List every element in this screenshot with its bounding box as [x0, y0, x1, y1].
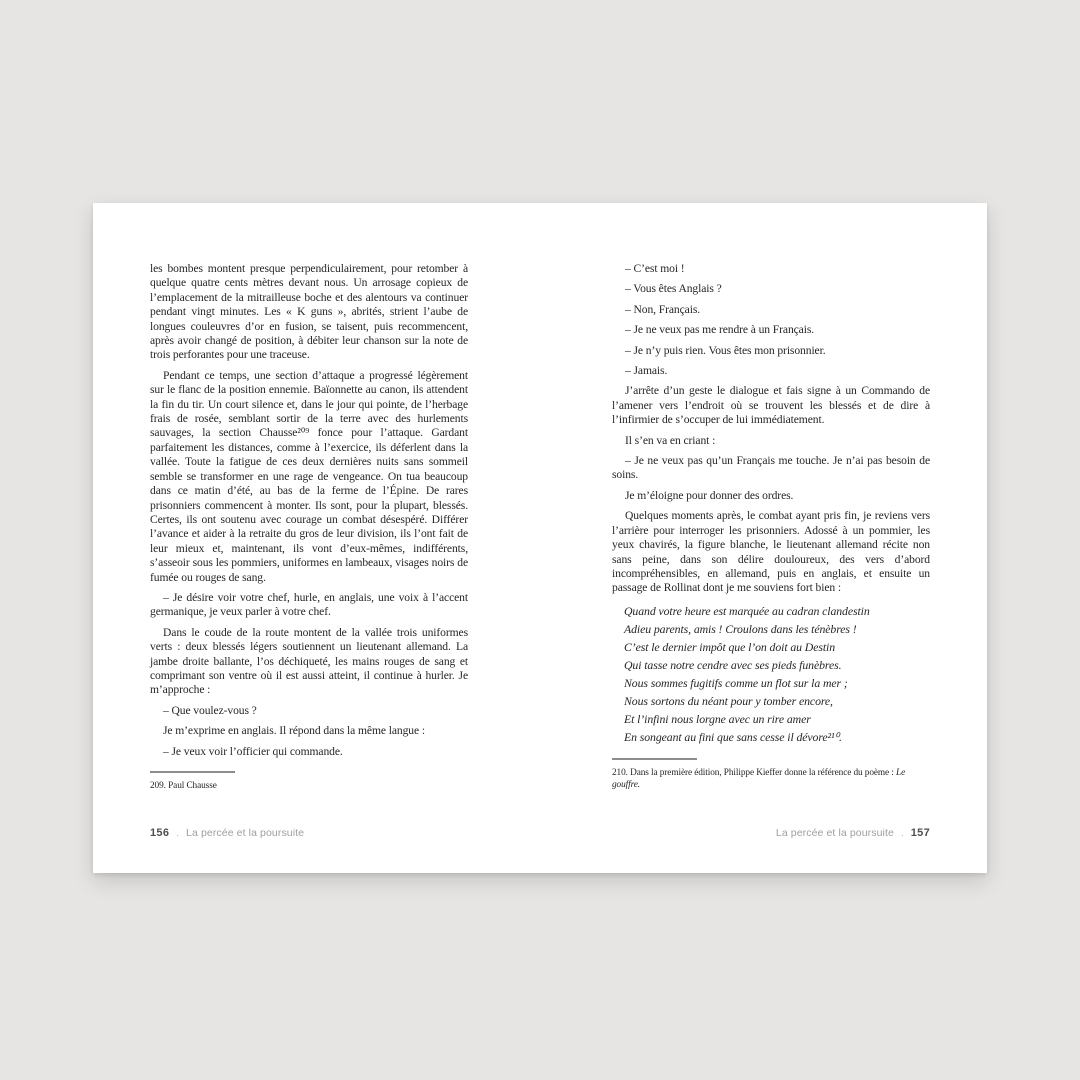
poem-line: Adieu parents, amis ! Croulons dans les ténèbres !: [624, 621, 857, 636]
poem-line: Nous sortons du néant pour y tomber encore,: [624, 693, 833, 708]
paragraph: Dans le coude de la route montent de la vallée trois uniformes verts : deux blessés légers soutiennent un lieutenant allemand. La jambe droite ballante, l’os déchiqueté, les mains rouges de sang et comprimant son ventre où il est aussi atteint, il continue à hurler. Je m’approche :: [150, 625, 468, 697]
poem-line: Et l’infini nous lorgne avec un rire amer: [624, 711, 811, 726]
paragraph: – Jamais.: [625, 364, 668, 378]
right-page-footnote-block: [612, 758, 930, 792]
paragraph: – C’est moi !: [625, 262, 685, 275]
paragraph: Je m’exprime en anglais. Il répond dans la même langue :: [163, 724, 425, 738]
paragraph: Je m’éloigne pour donner des ordres.: [625, 488, 794, 502]
left-page-footnote-block: [150, 771, 468, 793]
paragraph: – Vous êtes Anglais ?: [625, 282, 722, 296]
paragraph: – Je ne veux pas me rendre à un Français.: [625, 323, 815, 337]
footer-separator: .: [176, 828, 180, 839]
right-page-column: [612, 262, 930, 792]
paragraph: les bombes montent presque perpendiculairement, pour retomber à quelque quatre cents mètres devant nous. Un arrosage copieux de l’emplacement de la mitrailleuse boche et des alentours va continuer pendant vingt minutes. Les « K guns », abrités, strient l’aube de longues couleuvres d’or en fusion, se taisent, puis recommencent, après avoir changé de position, à débiter leur chanson sur la note de trois perforantes pour une traceuse.: [150, 262, 468, 362]
footnote-rule: [612, 758, 697, 760]
footnote-work-title: Le gouffre.: [612, 767, 906, 791]
paragraph: Quelques moments après, le combat ayant pris fin, je reviens vers l’arrière pour interroger les prisonniers. Adossé à un pommier, les yeux chavirés, la figure blanche, le lieutenant allemand récite non sans peine, dans son délire douloureux, des vers d’abord incompréhensibles, en allemand, puis en anglais, et ensuite un passage de Rollinat dont je me souviens fort bien :: [612, 509, 930, 595]
page-number: 156: [150, 827, 170, 839]
right-page-paragraphs: [612, 262, 930, 596]
paragraph: Pendant ce temps, une section d’attaque a progressé légèrement sur le flanc de la position ennemie. Baïonnette au canon, ils attendent la fin du tir. Un court silence et, dans le jour qui pointe, de l’herbage frais de rosée, semblant sortir de la terre avec des hurlements sauvages, la section Chausse²⁰⁹ fonce pour l’attaque. Gardant parfaitement les distances, comme à l’exercice, ils déferlent dans la vallée. Toute la fatigue de ces deux dernières nuits sans sommeil semble se transformer en une rage de vengeance. On tua beaucoup dans ce matin d’été, au bas de la ferme de l’Épine. De rares prisonniers commencent à monter. Ils sont, pour la plupart, blessés. Certes, ils ont soutenu avec courage un combat désespéré. Différer l’avance et aider à la retraite du gros de leur division, ils l’ont fait de leur mieux et, maintenant, ils vont d’eux-mêmes, indifférents, s’asseoir sous les pommiers, uniformes en lambeaux, visages noirs de fumée ou rouges de sang.: [150, 368, 468, 584]
footnote-text: 210. Dans la première édition, Philippe Kieffer donne la référence du poème :: [612, 767, 894, 778]
page-number: 157: [910, 827, 930, 839]
poem-quote: [624, 602, 930, 746]
paragraph: – Que voulez-vous ?: [163, 703, 257, 717]
poem-line: Qui tasse notre cendre avec ses pieds funèbres.: [624, 657, 842, 672]
left-page-paragraphs: [150, 262, 468, 759]
paragraph: – Je n’y puis rien. Vous êtes mon prisonnier.: [625, 343, 826, 357]
footnote: 209. Paul Chausse: [150, 781, 217, 791]
paragraph: – Non, Français.: [625, 302, 701, 316]
book-spread: [93, 203, 987, 873]
left-page-footer: [150, 827, 304, 840]
poem-line: C’est le dernier impôt que l’on doit au Destin: [624, 639, 835, 654]
left-page-column: [150, 262, 468, 793]
running-title: La percée et la poursuite: [186, 827, 305, 839]
footer-separator: .: [900, 828, 904, 839]
paragraph: – Je ne veux pas qu’un Français me touche. Je n’ai pas besoin de soins.: [612, 454, 930, 482]
poem-line: Quand votre heure est marquée au cadran clandestin: [624, 603, 870, 618]
poem-line: Nous sommes fugitifs comme un flot sur la mer ;: [624, 675, 848, 690]
running-title: La percée et la poursuite: [775, 827, 894, 839]
footnote: [612, 767, 930, 792]
right-page-footer: [776, 827, 930, 840]
paragraph: J’arrête d’un geste le dialogue et fais signe à un Commando de l’amener vers l’endroit où se trouvent les blessés et de dire à l’infirmier de s’occuper de lui immédiatement.: [612, 384, 930, 427]
paragraph: Il s’en va en criant :: [625, 433, 716, 447]
paragraph: – Je désire voir votre chef, hurle, en anglais, une voix à l’accent germanique, je veux parler à votre chef.: [150, 590, 468, 619]
paragraph: – Je veux voir l’officier qui commande.: [163, 744, 343, 758]
footnote-rule: [150, 771, 235, 773]
poem-line: En songeant au fini que sans cesse il dévore²¹⁰.: [624, 729, 842, 744]
